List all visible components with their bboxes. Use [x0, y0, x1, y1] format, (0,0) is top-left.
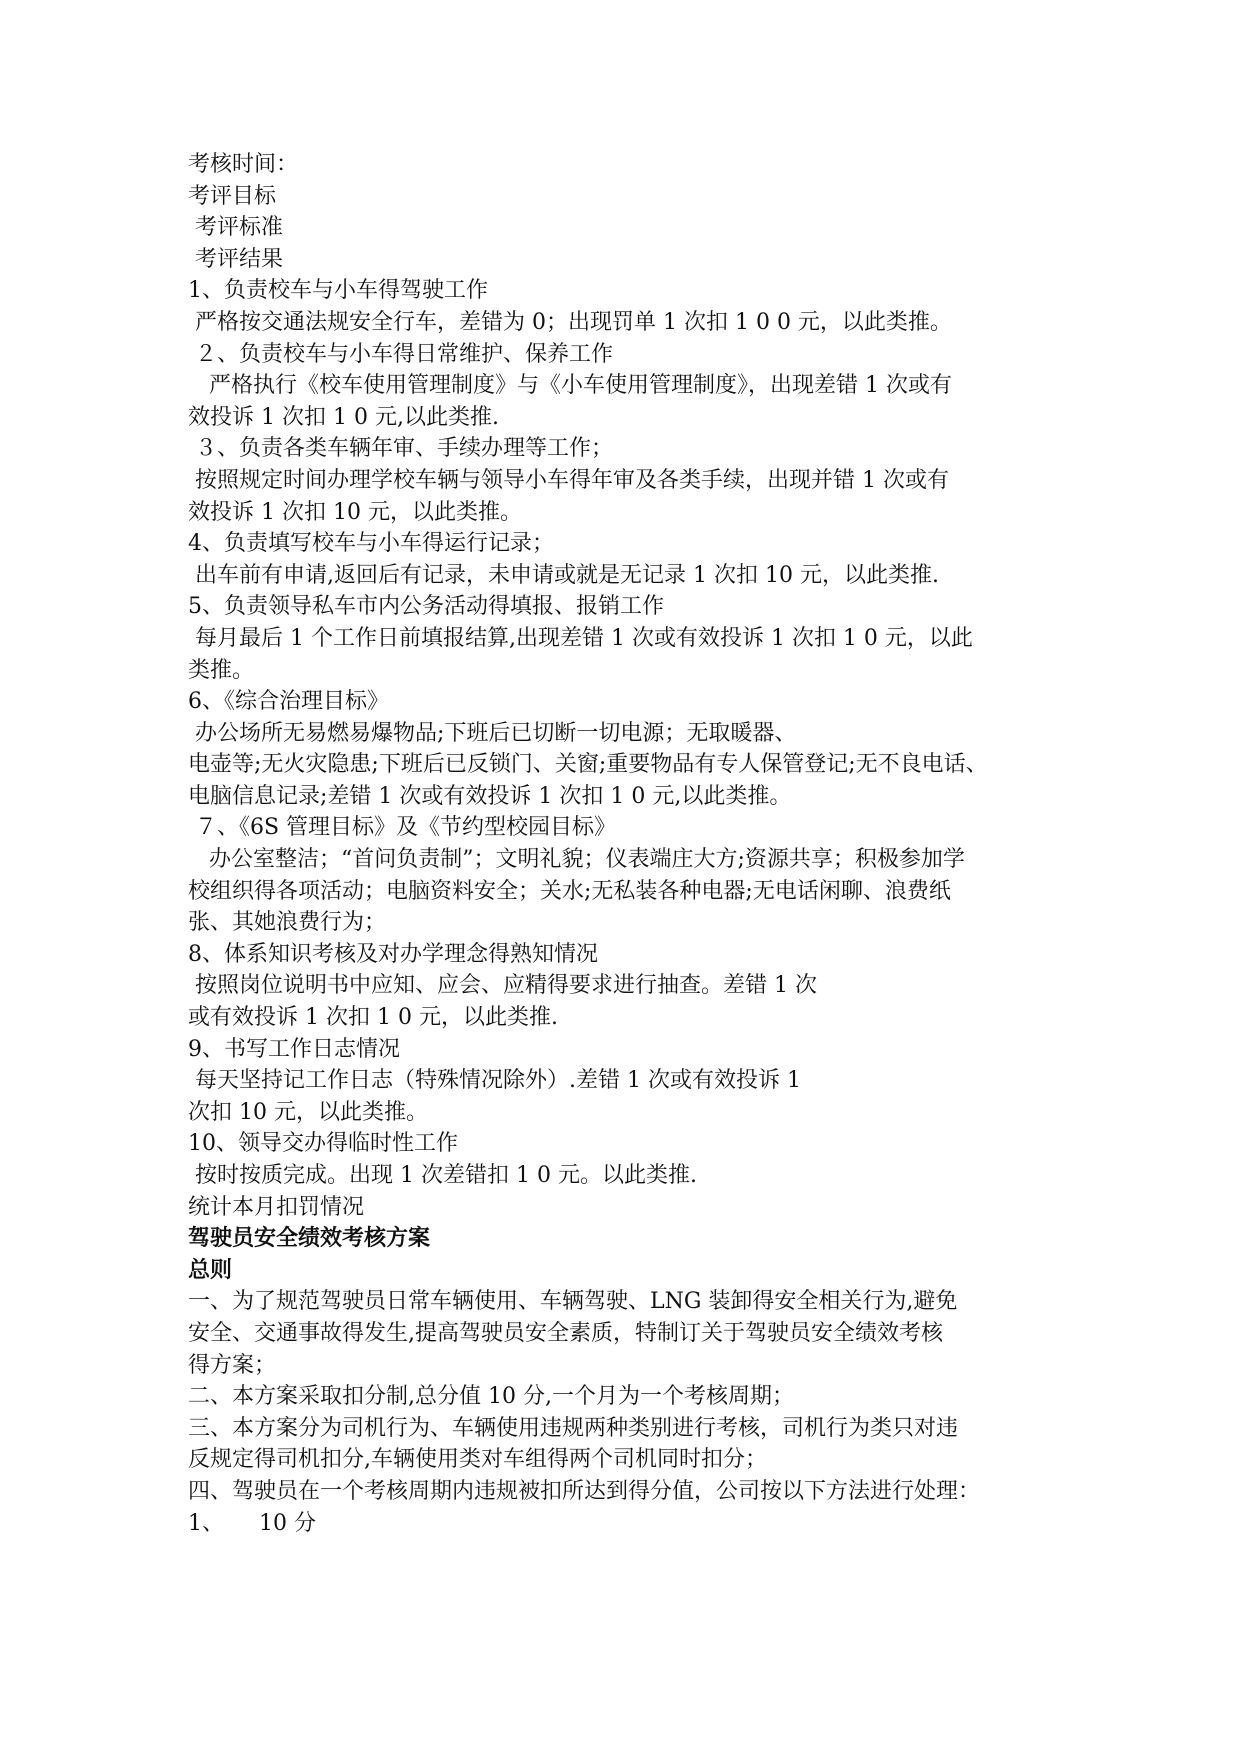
item-9-standard-line-1: 每天坚持记工作日志（特殊情况除外）.差错 1 次或有效投诉 1	[188, 1068, 801, 1094]
rule-2: 二、本方案采取扣分制,总分值 10 分,一个月为一个考核周期；	[188, 1384, 794, 1410]
item-8-title: 8、体系知识考核及对办学理念得熟知情况	[188, 941, 598, 967]
evaluation-result-label: 考评结果	[188, 246, 283, 272]
item-6-title: 6、《综合治理目标》	[188, 689, 389, 715]
item-2-standard-line-2: 效投诉 1 次扣 1 0 元,以此类推.	[188, 404, 499, 430]
evaluation-target-label: 考评目标	[188, 183, 277, 209]
rule-4: 四、驾驶员在一个考核周期内违规被扣所达到得分值，公司按以下方法进行处理：	[188, 1478, 981, 1504]
item-8-standard-line-2: 或有效投诉 1 次扣 1 0 元，以此类推.	[188, 1005, 558, 1031]
item-6-standard-line-3: 电脑信息记录;差错 1 次或有效投诉 1 次扣 1 0 元,以此类推。	[188, 783, 792, 809]
rule-3-line-1: 三、本方案分为司机行为、车辆使用违规两种类别进行考核，司机行为类只对违	[188, 1415, 959, 1441]
item-6-standard-line-1: 办公场所无易燃易爆物品;下班后已切断一切电源；无取暖器、	[188, 720, 797, 746]
item-9-standard-line-2: 次扣 10 元，以此类推。	[188, 1099, 428, 1125]
item-1-standard: 严格按交通法规安全行车，差错为 0；出现罚单 1 次扣 1 0 0 元，以此类推。	[188, 309, 952, 335]
rule-1-line-3: 得方案；	[188, 1352, 277, 1378]
rule-4-item-1: 1、 10 分	[188, 1510, 316, 1536]
rule-1-line-1: 一、为了规范驾驶员日常车辆使用、车辆驾驶、LNG 装卸得安全相关行为,避免	[188, 1289, 958, 1315]
item-6-standard-line-2: 电壶等;无火灾隐患;下班后已反锁门、关窗;重要物品有专人保管登记;无不良电话、	[188, 752, 988, 778]
item-7-standard-line-3: 张、其她浪费行为；	[188, 910, 387, 936]
item-7-standard-line-2: 校组织得各项活动；电脑资料安全；关水;无私装各种电器;无电话闲聊、浪费纸	[188, 878, 951, 904]
item-3-standard-line-2: 效投诉 1 次扣 10 元，以此类推。	[188, 499, 522, 525]
item-5-title: 5、负责领导私车市内公务活动得填报、报销工作	[188, 594, 664, 620]
evaluation-standard-label: 考评标准	[188, 215, 283, 241]
item-3-standard-line-1: 按照规定时间办理学校车辆与领导小车得年审及各类手续，出现并错 1 次或有	[188, 467, 949, 493]
rule-1-line-2: 安全、交通事故得发生,提高驾驶员安全素质，特制订关于驾驶员安全绩效考核	[188, 1320, 943, 1346]
item-10-standard: 按时按质完成。出现 1 次差错扣 1 0 元。以此类推.	[188, 1163, 697, 1188]
item-4-title: 4、负责填写校车与小车得运行记录；	[188, 531, 554, 557]
rule-3-line-2: 反规定得司机扣分,车辆使用类对车组得两个司机同时扣分；	[188, 1447, 767, 1473]
item-2-standard-line-1: 严格执行《校车使用管理制度》与《小车使用管理制度》，出现差错 1 次或有	[188, 373, 952, 399]
item-1-title: 1、负责校车与小车得驾驶工作	[188, 278, 488, 304]
document-body	[188, 149, 1068, 1539]
item-5-standard-line-1: 每月最后 1 个工作日前填报结算,出现差错 1 次或有效投诉 1 次扣 1 0 元，以此	[188, 625, 973, 651]
monthly-penalty-summary: 统计本月扣罚情况	[188, 1194, 365, 1220]
item-10-title: 10、领导交办得临时性工作	[188, 1131, 458, 1157]
item-9-title: 9、书写工作日志情况	[188, 1036, 400, 1062]
assessment-time-label: 考核时间：	[188, 152, 299, 177]
item-7-standard-line-1: 办公室整洁；“首问负责制”；文明礼貌；仪表端庄大方;资源共享；积极参加学	[188, 847, 965, 873]
item-3-title: ３、负责各类车辆年审、手续办理等工作；	[188, 436, 613, 462]
general-rules-heading: 总则	[188, 1257, 233, 1283]
item-4-standard: 出车前有申请,返回后有记录，未申请或就是无记录 1 次扣 10 元，以此类推.	[188, 562, 939, 588]
item-7-title: ７、《6S 管理目标》及《节约型校园目标》	[188, 815, 617, 841]
item-8-standard-line-1: 按照岗位说明书中应知、应会、应精得要求进行抽查。差错 1 次	[188, 973, 817, 999]
scheme-title: 驾驶员安全绩效考核方案	[188, 1226, 431, 1252]
item-2-title: ２、负责校车与小车得日常维护、保养工作	[188, 341, 613, 367]
item-5-standard-line-2: 类推。	[188, 657, 255, 683]
